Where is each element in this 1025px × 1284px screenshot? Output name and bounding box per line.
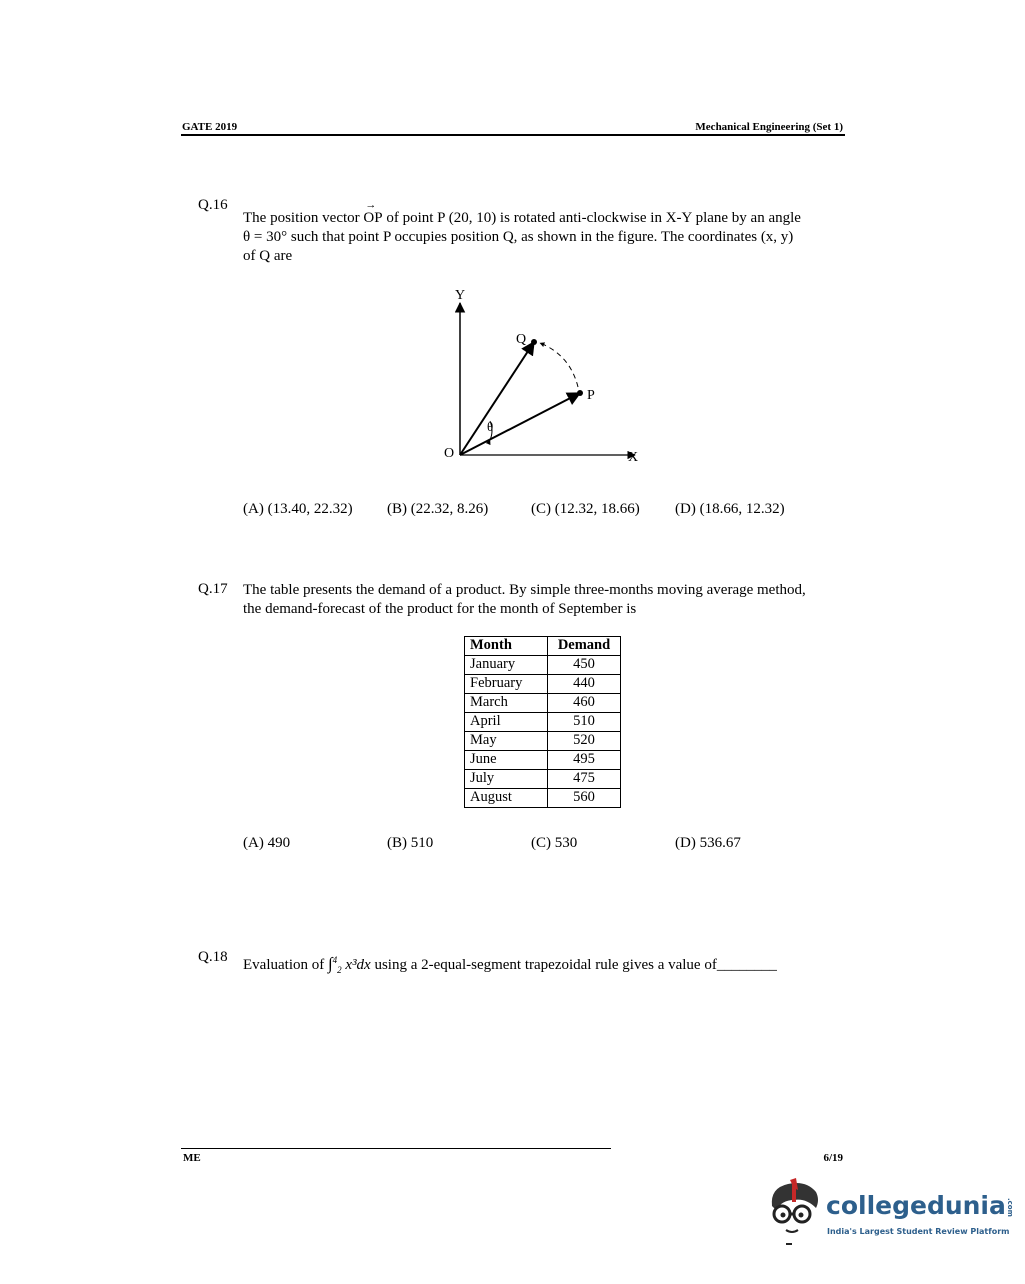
logo-tagline: India's Largest Student Review Platform xyxy=(827,1227,1010,1236)
header-right: Mechanical Engineering (Set 1) xyxy=(695,121,843,133)
integrand: x³dx xyxy=(345,957,371,973)
demand-cell: 560 xyxy=(548,789,621,808)
demand-cell: 475 xyxy=(548,770,621,789)
point-q xyxy=(531,339,537,345)
q16-option-c: (C) (12.32, 18.66) xyxy=(531,501,640,517)
mascot-icon xyxy=(766,1178,824,1248)
q16-line1-pre: The position vector xyxy=(243,210,360,226)
q17-number: Q.17 xyxy=(198,581,228,597)
month-cell: July xyxy=(465,770,548,789)
vector-oq-line xyxy=(460,342,534,455)
integral-lower: 2 xyxy=(337,965,342,975)
month-cell: April xyxy=(465,713,548,732)
q17-option-c: (C) 530 xyxy=(531,835,578,851)
vector-op xyxy=(363,199,383,228)
q17-option-a: (A) 490 xyxy=(243,835,291,851)
footer-right: 6/19 xyxy=(823,1152,843,1164)
rotation-figure xyxy=(430,285,660,470)
table-header-row xyxy=(465,637,621,656)
theta-label: θ xyxy=(487,419,494,434)
month-cell: January xyxy=(465,656,548,675)
q18-number: Q.18 xyxy=(198,949,228,965)
q16-text xyxy=(243,199,843,266)
x-label: X xyxy=(628,450,639,465)
table-row xyxy=(465,656,621,675)
point-p xyxy=(577,390,583,396)
vector-arrow: → xyxy=(365,199,377,211)
table-row xyxy=(465,751,621,770)
logo-word: collegedunia xyxy=(826,1191,1006,1220)
table-row xyxy=(465,770,621,789)
q17-line1: The table presents the demand of a product. By simple three-months moving average method, xyxy=(243,582,806,598)
integral-sign: ∫ xyxy=(327,954,333,973)
answer-blank: ________ xyxy=(716,957,777,973)
q18-text xyxy=(243,951,777,980)
demand-cell: 450 xyxy=(548,656,621,675)
q17-option-b: (B) 510 xyxy=(387,835,434,851)
q-label: Q xyxy=(516,332,527,347)
rotation-arc xyxy=(540,343,578,387)
y-label: Y xyxy=(455,288,466,303)
origin-label: O xyxy=(444,446,455,461)
logo-wordmark xyxy=(826,1191,1014,1220)
p-label: P xyxy=(587,388,595,403)
month-cell: February xyxy=(465,675,548,694)
q16-line2: θ = 30° such that point P occupies position Q, as shown in the figure. The coordinates (x, y) xyxy=(243,229,794,245)
demand-cell: 510 xyxy=(548,713,621,732)
demand-cell: 520 xyxy=(548,732,621,751)
month-header: Month xyxy=(465,637,548,656)
demand-cell: 460 xyxy=(548,694,621,713)
demand-table xyxy=(464,636,621,808)
demand-cell: 495 xyxy=(548,751,621,770)
q18-post: using a 2-equal-segment trapezoidal rule gives a value of xyxy=(374,957,717,973)
q18-pre: Evaluation of xyxy=(243,957,325,973)
table-row xyxy=(465,694,621,713)
month-cell: June xyxy=(465,751,548,770)
q17-option-d: (D) 536.67 xyxy=(675,835,741,851)
demand-cell: 440 xyxy=(548,675,621,694)
integral-upper: 4 xyxy=(332,955,338,965)
header-left: GATE 2019 xyxy=(182,121,238,133)
header-rule xyxy=(181,134,845,136)
logo-suffix: .com xyxy=(1005,1197,1014,1217)
q17-line2: the demand-forecast of the product for the month of September is xyxy=(243,601,637,617)
month-cell: August xyxy=(465,789,548,808)
q17-text xyxy=(243,581,843,619)
integral-expression xyxy=(327,954,371,975)
table-row xyxy=(465,675,621,694)
q16-line3: of Q are xyxy=(243,248,293,264)
q16-line1-post: of point P (20, 10) is rotated anti-clockwise in X-Y plane by an angle xyxy=(386,210,801,226)
month-cell: May xyxy=(465,732,548,751)
footer-left: ME xyxy=(183,1152,201,1164)
q16-number: Q.16 xyxy=(198,197,228,213)
table-row xyxy=(465,713,621,732)
q16-option-b: (B) (22.32, 8.26) xyxy=(387,501,489,517)
demand-header: Demand xyxy=(548,637,621,656)
table-row xyxy=(465,789,621,808)
vector-op-line xyxy=(460,393,580,455)
vector-label: OP xyxy=(363,210,383,226)
footer-rule xyxy=(181,1148,611,1149)
q16-option-d: (D) (18.66, 12.32) xyxy=(675,501,785,517)
q16-option-a: (A) (13.40, 22.32) xyxy=(243,501,353,517)
table-row xyxy=(465,732,621,751)
month-cell: March xyxy=(465,694,548,713)
